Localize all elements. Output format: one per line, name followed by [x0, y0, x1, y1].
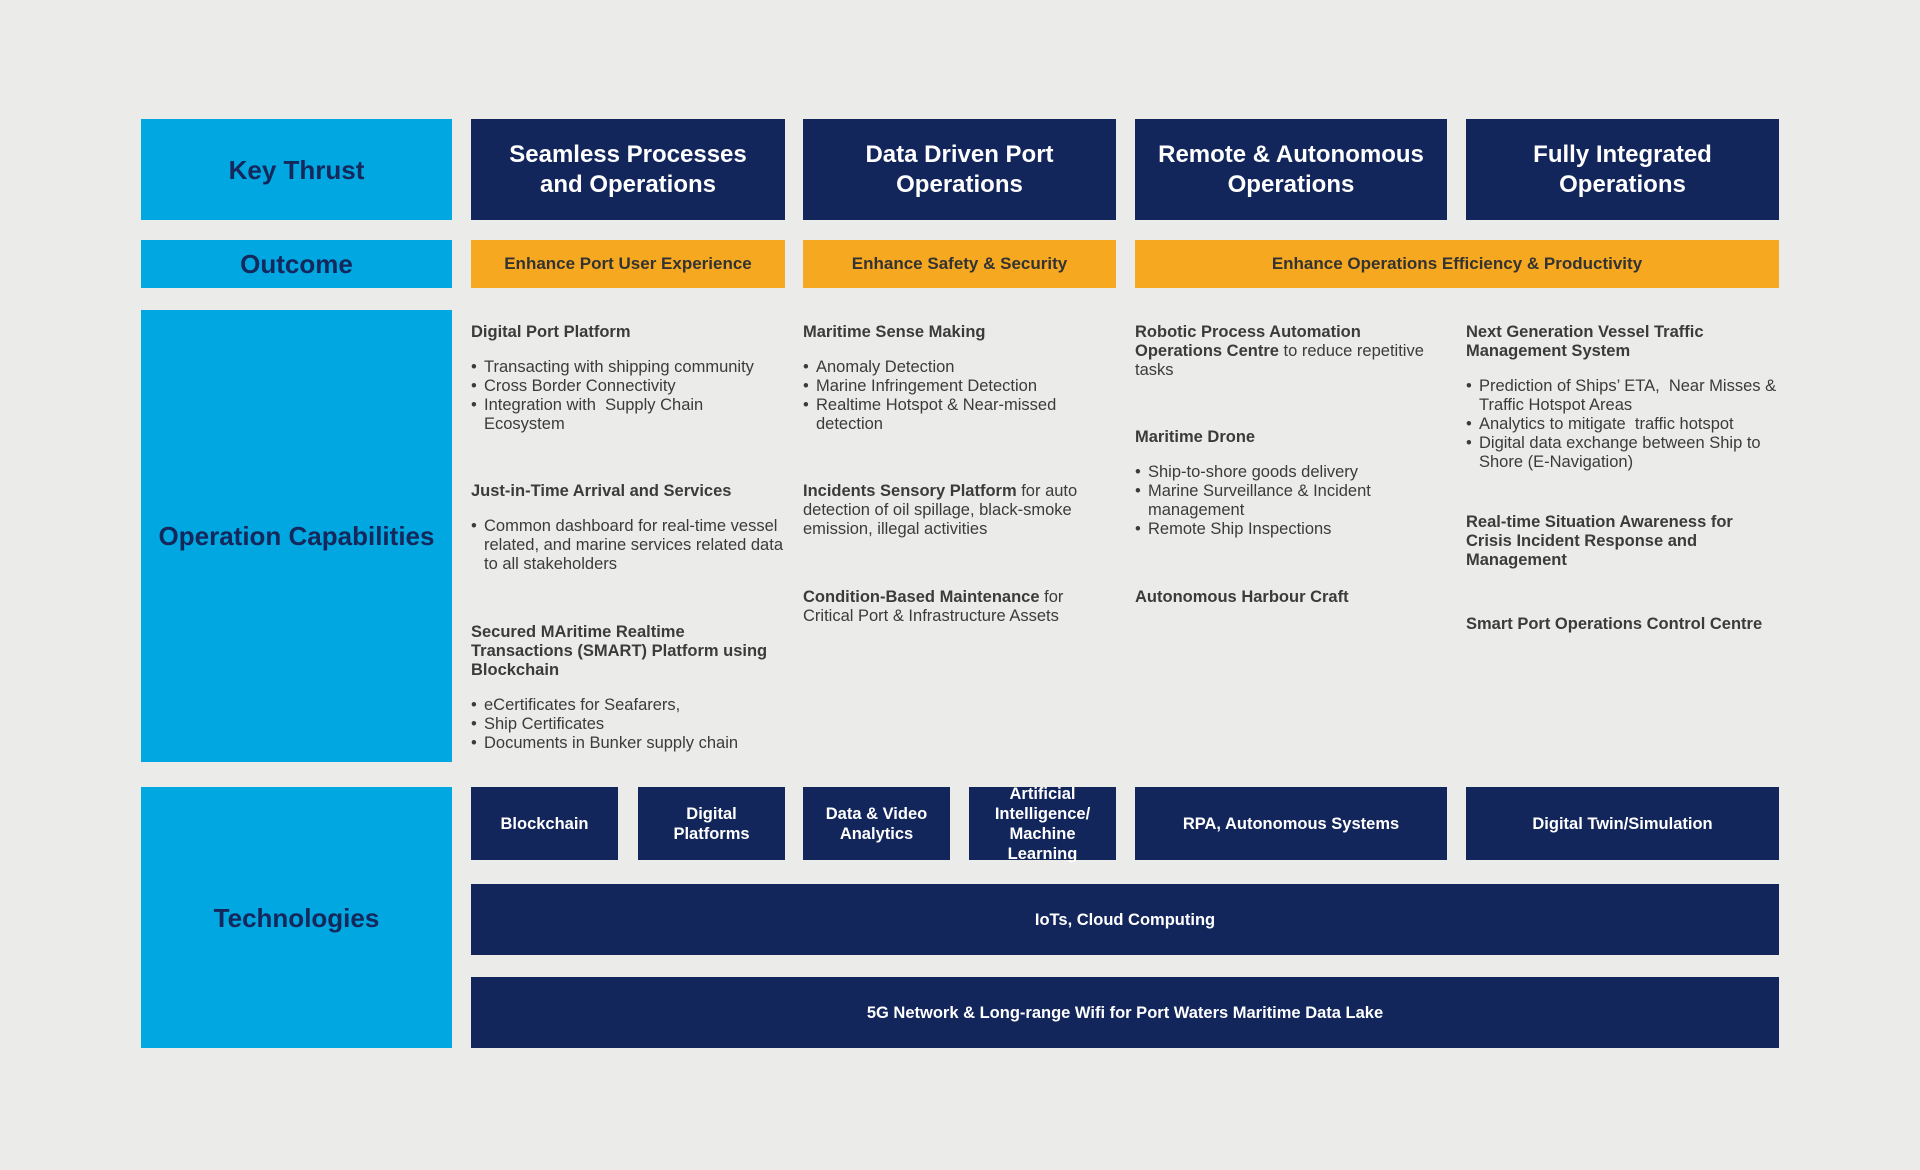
technology-bar-iot-cloud: IoTs, Cloud Computing [471, 884, 1779, 955]
outcome-efficiency-productivity: Enhance Operations Efficiency & Productivity [1135, 240, 1779, 288]
capability-bullet-list [1466, 377, 1779, 472]
capability-bullet: • Ship Certificates [471, 715, 785, 734]
outcome-port-user-experience: Enhance Port User Experience [471, 240, 785, 288]
capability-bullet: • Analytics to mitigate traffic hotspot [1466, 415, 1779, 434]
capability-condition-based-maintenance [803, 588, 1116, 626]
capability-bullet-list [471, 517, 788, 574]
capability-bullet: • eCertificates for Seafarers, [471, 696, 785, 715]
capability-bullet: • Common dashboard for real-time vessel related, and marine services related data to all stakeholders [471, 517, 785, 574]
capability-heading: Robotic Process Automation Operations Centre [1135, 323, 1366, 360]
capability-heading: Smart Port Operations Control Centre [1466, 615, 1763, 633]
technology-data-video-analytics: Data & Video Analytics [803, 787, 950, 860]
capability-bullet-list [803, 358, 1116, 434]
capability-smart-port-control-centre [1466, 615, 1779, 634]
capability-bullet: • Prediction of Ships’ ETA, Near Misses & Traffic Hotspot Areas [1466, 377, 1779, 415]
capability-heading: Incidents Sensory Platform [803, 482, 1017, 500]
capability-bullet: • Marine Infringement Detection [803, 377, 1116, 396]
key-thrust-row-label: Key Thrust [141, 119, 452, 220]
capability-bullet: • Marine Surveillance & Incident management [1135, 482, 1447, 520]
capability-heading: Maritime Drone [1135, 428, 1256, 446]
capability-next-gen-vtms [1466, 323, 1779, 472]
capability-smart-platform [471, 623, 785, 753]
capability-maritime-drone [1135, 428, 1447, 539]
capability-incidents-sensory-platform [803, 482, 1116, 539]
capabilities-column-remote-autonomous [1135, 310, 1447, 762]
capability-bullet: • Realtime Hotspot & Near-missed detection [803, 396, 1116, 434]
capability-heading: Just-in-Time Arrival and Services [471, 482, 732, 500]
column-header-remote-autonomous: Remote & Autonomous Operations [1135, 119, 1447, 220]
capability-bullet: • Digital data exchange between Ship to Shore (E-Navigation) [1466, 434, 1779, 472]
capability-bullet: • Anomaly Detection [803, 358, 1116, 377]
capabilities-column-seamless [471, 310, 788, 762]
capability-digital-port-platform [471, 323, 785, 434]
capability-bullet-list [471, 696, 785, 753]
capability-bullet: • Transacting with shipping community [471, 358, 785, 377]
column-header-seamless-processes: Seamless Processes and Operations [471, 119, 785, 220]
technology-blockchain: Blockchain [471, 787, 618, 860]
outcome-safety-security: Enhance Safety & Security [803, 240, 1116, 288]
capability-just-in-time [471, 482, 788, 574]
capability-heading: Maritime Sense Making [803, 323, 986, 341]
capability-bullet-list [471, 358, 785, 434]
capability-rpa-operations-centre [1135, 323, 1447, 380]
capability-bullet: • Documents in Bunker supply chain [471, 734, 785, 753]
capability-autonomous-harbour-craft [1135, 588, 1447, 607]
capability-heading-tail: for Critical Port & Infrastructure Assets [803, 588, 1068, 625]
capabilities-row-label: Operation Capabilities [141, 310, 452, 762]
capability-heading: Secured MAritime Realtime Transactions (SMART) Platform using Blockchain [471, 623, 772, 679]
capabilities-column-data-driven [803, 310, 1116, 762]
technology-ai-ml: Artificial Intelligence/ Machine Learning [969, 787, 1116, 860]
capability-heading: Condition-Based Maintenance [803, 588, 1040, 606]
capability-heading-tail: to reduce repetitive tasks [1135, 342, 1429, 379]
capability-realtime-situation-awareness [1466, 513, 1779, 570]
capability-heading: Digital Port Platform [471, 323, 631, 341]
capability-bullet-list [1135, 463, 1447, 539]
capability-heading: Next Generation Vessel Traffic Management System [1466, 323, 1709, 360]
capability-heading: Real-time Situation Awareness for Crisis Incident Response and Management [1466, 513, 1738, 569]
technologies-row-label: Technologies [141, 787, 452, 1048]
outcome-row-label: Outcome [141, 240, 452, 288]
capability-bullet: • Cross Border Connectivity [471, 377, 785, 396]
column-header-fully-integrated: Fully Integrated Operations [1466, 119, 1779, 220]
capability-heading: Autonomous Harbour Craft [1135, 588, 1349, 606]
capabilities-column-fully-integrated [1466, 310, 1779, 762]
column-header-data-driven: Data Driven Port Operations [803, 119, 1116, 220]
capability-maritime-sense-making [803, 323, 1116, 434]
technology-digital-twin: Digital Twin/Simulation [1466, 787, 1779, 860]
capability-bullet: • Integration with Supply Chain Ecosystem [471, 396, 785, 434]
capability-heading-tail: for auto detection of oil spillage, black-smoke emission, illegal activities [803, 482, 1082, 538]
capability-bullet: • Ship-to-shore goods delivery [1135, 463, 1447, 482]
capability-bullet: • Remote Ship Inspections [1135, 520, 1447, 539]
technology-rpa-autonomous-systems: RPA, Autonomous Systems [1135, 787, 1447, 860]
technology-digital-platforms: Digital Platforms [638, 787, 785, 860]
technology-bar-5g-wifi-data-lake: 5G Network & Long-range Wifi for Port Waters Maritime Data Lake [471, 977, 1779, 1048]
